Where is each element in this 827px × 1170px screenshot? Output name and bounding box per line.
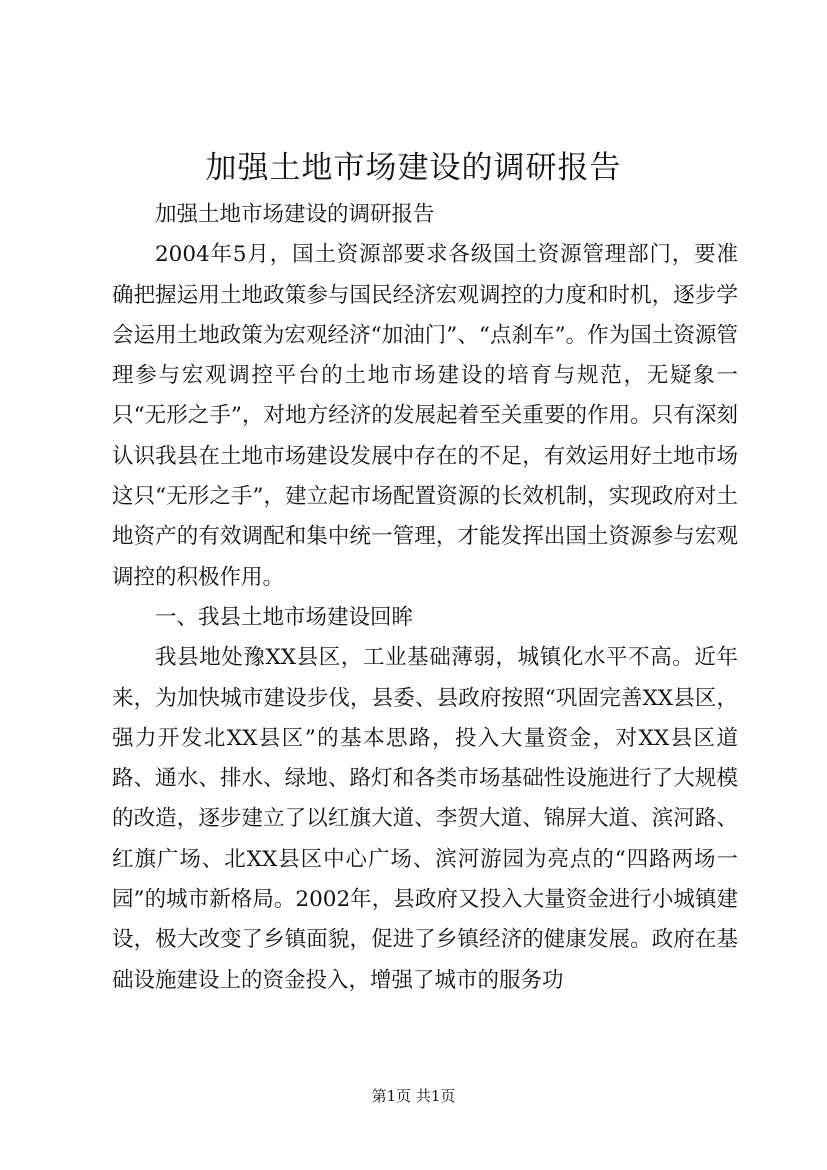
document-body bbox=[112, 195, 738, 1001]
document-title: 加强土地市场建设的调研报告 bbox=[205, 150, 622, 186]
body-paragraph: 2004年5月，国土资源部要求各级国土资源管理部门，要准确把握运用土地政策参与国民经济宏观调控的力度和时机，逐步学会运用土地政策为宏观经济“加油门”、“点刹车”。作为国土资源管理参与宏观调控平台的土地市场建设的培育与规范，无疑象一只“无形之手”，对地方经济的发展起着至关重要的作用。只有深刻认识我县在土地市场建设发展中存在的不足，有效运用好土地市场这只“无形之手”，建立起市场配置资源的长效机制，实现政府对土地资产的有效调配和集中统一管理，才能发挥出国土资源参与宏观调控的积极作用。 bbox=[112, 242, 738, 590]
section-heading: 一、我县土地市场建设回眸 bbox=[155, 604, 414, 630]
page-number-footer: 第1页 共1页 bbox=[371, 1087, 456, 1105]
subtitle-paragraph: 加强土地市场建设的调研报告 bbox=[155, 202, 435, 227]
body-paragraph: 我县地处豫XX县区，工业基础薄弱，城镇化水平不高。近年来，为加快城市建设步伐，县委、县政府按照“巩固完善XX县区，强力开发北XX县区”的基本思路，投入大量资金，对XX县区道路、通水、排水、绿地、路灯和各类市场基础性设施进行了大规模的改造，逐步建立了以红旗大道、李贺大道、锦屏大道、滨河路、红旗广场、北XX县区中心广场、滨河游园为亮点的“四路两场一园”的城市新格局。2002年，县政府又投入大量资金进行小城镇建设，极大改变了乡镇面貌，促进了乡镇经济的健康发展。政府在基础设施建设上的资金投入，增强了城市的服务功 bbox=[112, 645, 738, 993]
